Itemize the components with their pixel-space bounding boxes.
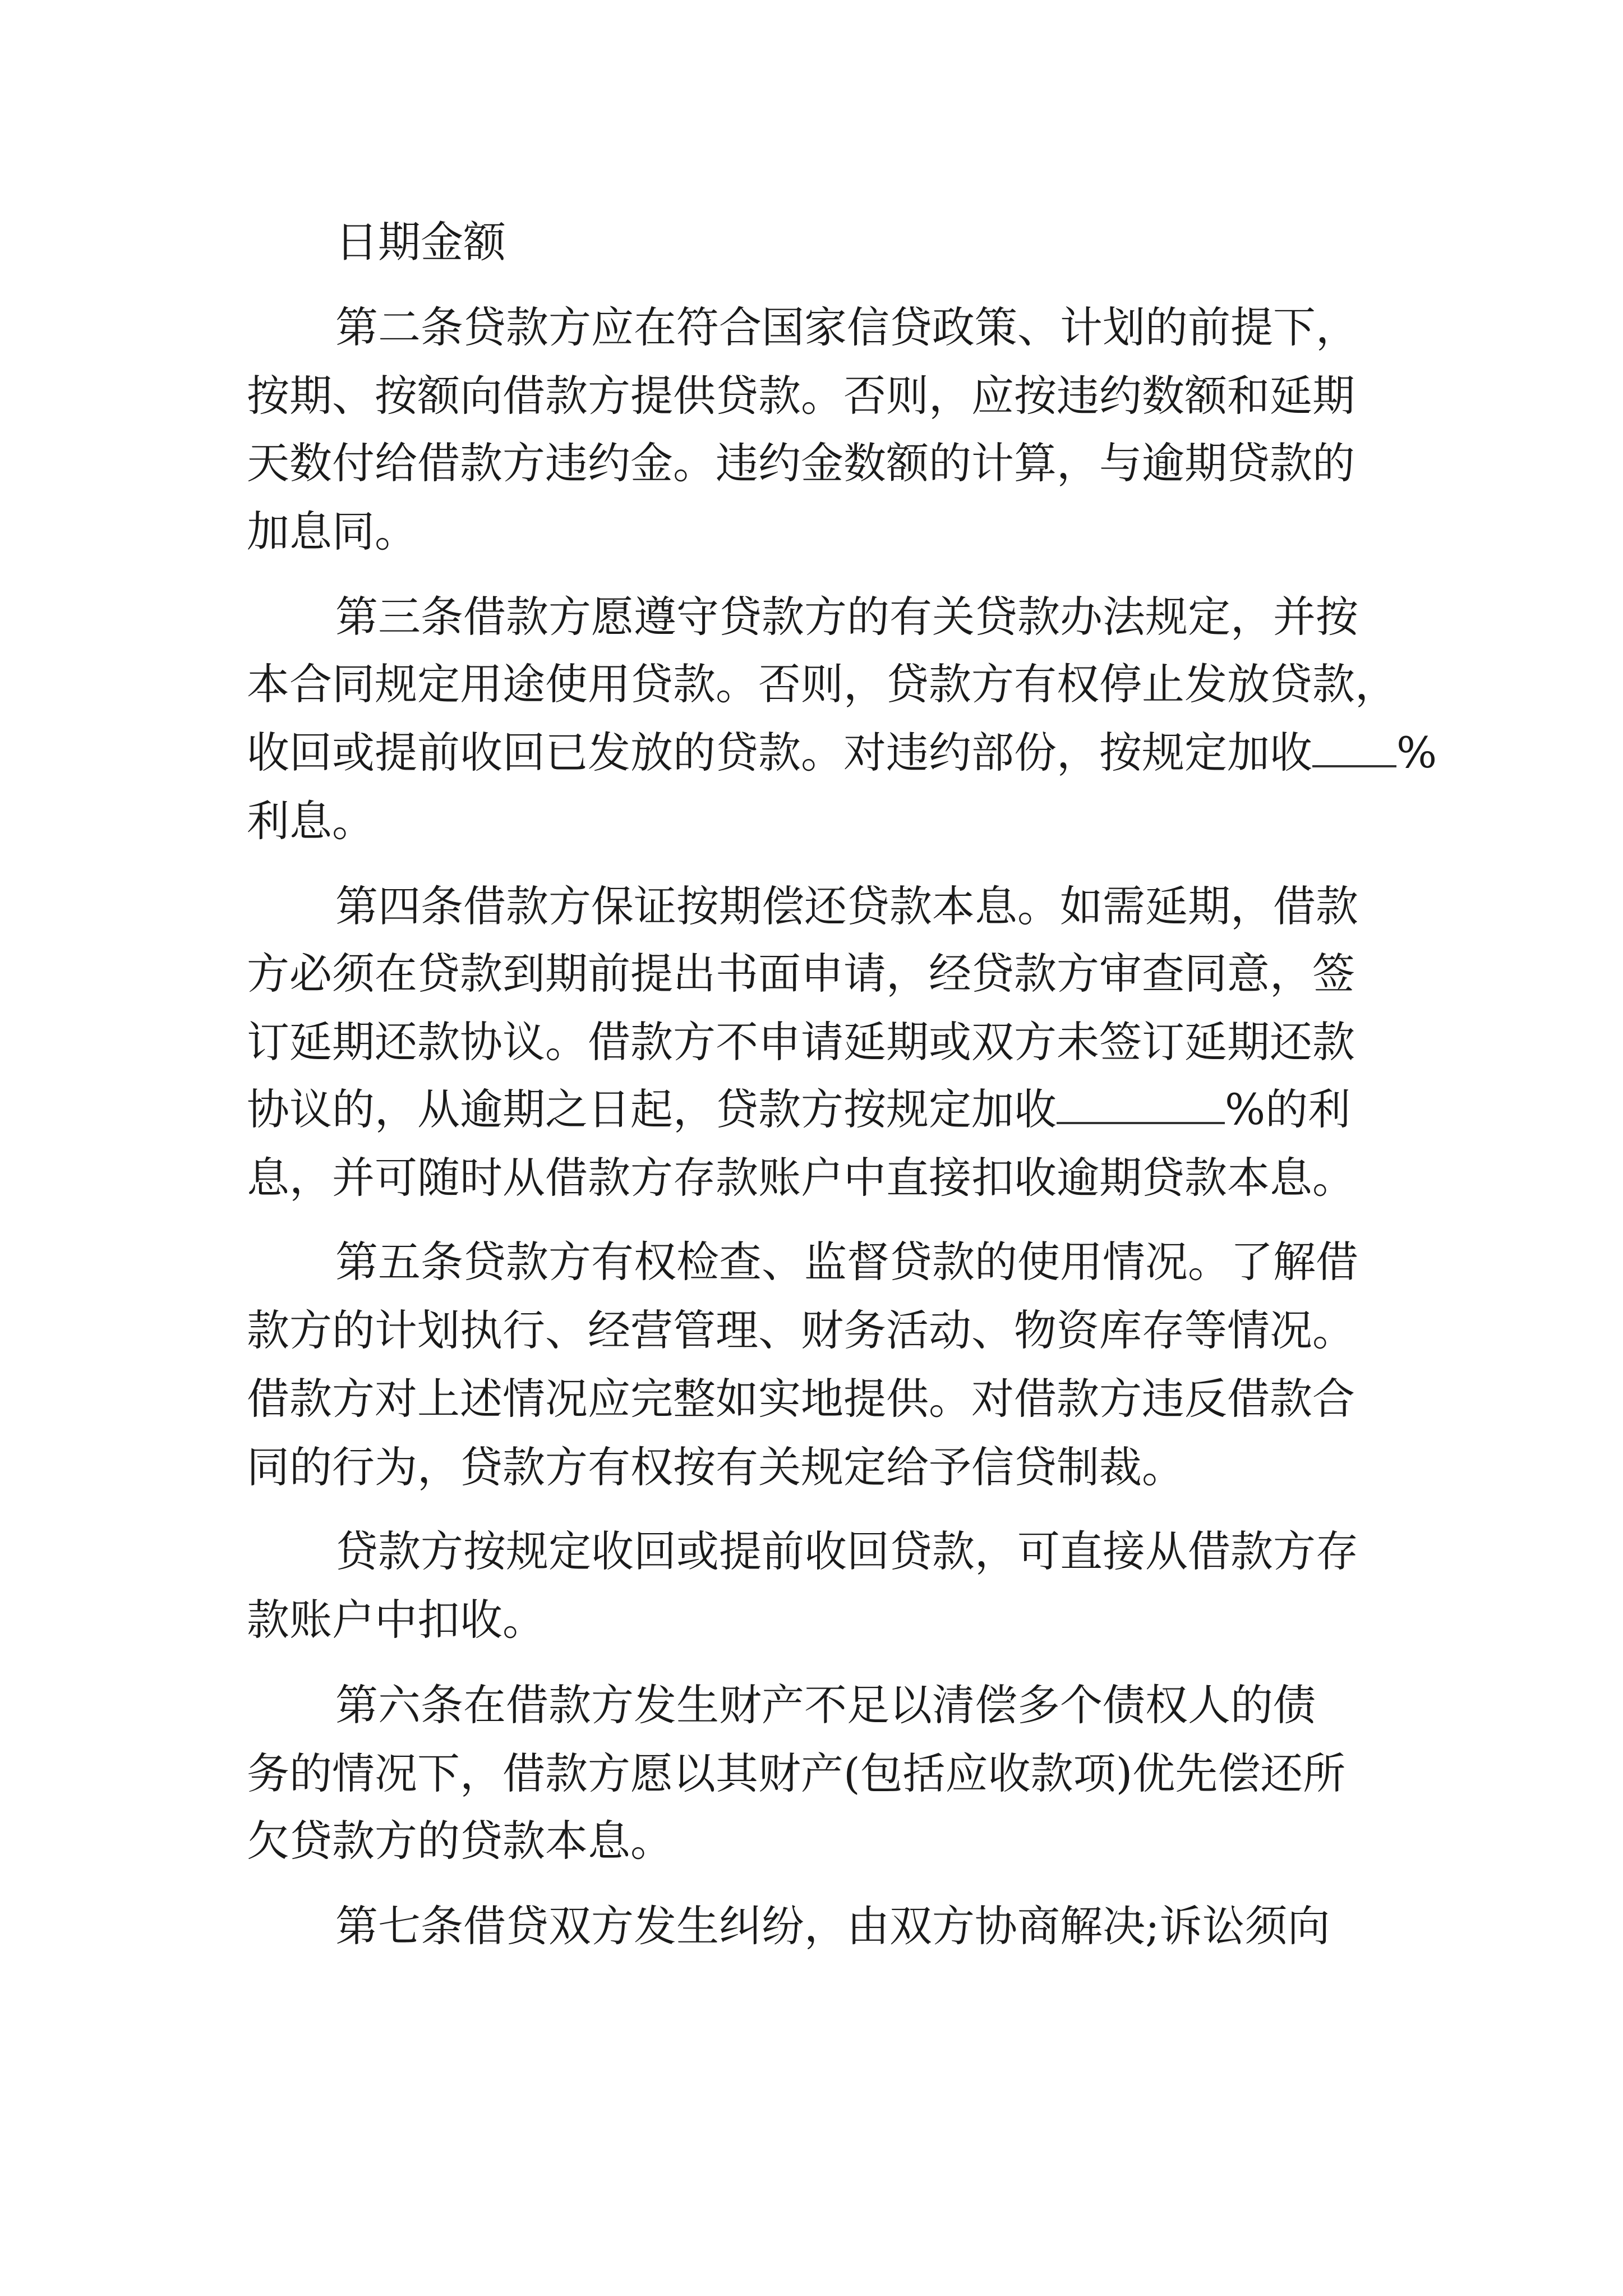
article-2-line-4: 加息同。 [247, 507, 417, 556]
article-4-line-3: 订延期还款协议。借款方不申请延期或双方未签订延期还款 [247, 1017, 1355, 1067]
article-6-line-2: 务的情况下，借款方愿以其财产(包括应收款项)优先偿还所 [247, 1749, 1346, 1798]
article-2-line-1: 第二条贷款方应在符合国家信贷政策、计划的前提下， [335, 302, 1358, 352]
article-5-line-1: 第五条贷款方有权检查、监督贷款的使用情况。了解借 [335, 1237, 1358, 1287]
article-4-line-5: 息，并可随时从借款方存款账户中直接扣收逾期贷款本息。 [247, 1153, 1355, 1203]
article-4-line-4-text: 协议的，从逾期之日起，贷款方按规定加收 [247, 1084, 1057, 1134]
article-3-line-3 [247, 719, 1437, 786]
article-3-line-1: 第三条借款方愿遵守贷款方的有关贷款办法规定，并按 [335, 592, 1358, 642]
text-line: 日期金额 [335, 217, 506, 267]
paragraph-line-1: 贷款方按规定收回或提前收回贷款，可直接从借款方存 [335, 1526, 1358, 1576]
percent-sign: % [1396, 728, 1437, 777]
article-4-line-4-tail: %的利 [1225, 1084, 1351, 1134]
article-3-line-2: 本合同规定用途使用贷款。否则，贷款方有权停止发放贷款， [247, 659, 1398, 709]
article-6-line-1: 第六条在借款方发生财产不足以清偿多个债权人的债 [335, 1680, 1316, 1730]
article-5-line-2: 款方的计划执行、经营管理、财务活动、物资库存等情况。 [247, 1305, 1355, 1355]
article-6-line-3: 欠贷款方的贷款本息。 [247, 1816, 673, 1866]
article-2-line-3: 天数付给借款方违约金。违约金数额的计算，与逾期贷款的 [247, 438, 1355, 488]
article-5-line-3: 借款方对上述情况应完整如实地提供。对借款方违反借款合 [247, 1374, 1355, 1424]
fill-in-blank [1057, 1083, 1225, 1124]
article-3-line-4: 利息。 [247, 796, 375, 846]
article-4-line-4 [247, 1076, 1350, 1143]
article-7-line-1: 第七条借贷双方发生纠纷，由双方协商解决;诉讼须向 [335, 1901, 1330, 1951]
article-2-line-2: 按期、按额向借款方提供贷款。否则，应按违约数额和延期 [247, 371, 1355, 421]
fill-in-blank [1312, 726, 1396, 767]
article-3-line-3-text: 收回或提前收回已发放的贷款。对违约部份，按规定加收 [247, 728, 1312, 777]
article-4-line-2: 方必须在贷款到期前提出书面申请，经贷款方审查同意，签 [247, 949, 1355, 999]
article-5-line-4: 同的行为，贷款方有权按有关规定给予信贷制裁。 [247, 1442, 1184, 1492]
article-4-line-1: 第四条借款方保证按期偿还贷款本息。如需延期，借款 [335, 881, 1358, 931]
paragraph-line-2: 款账户中扣收。 [247, 1595, 545, 1645]
